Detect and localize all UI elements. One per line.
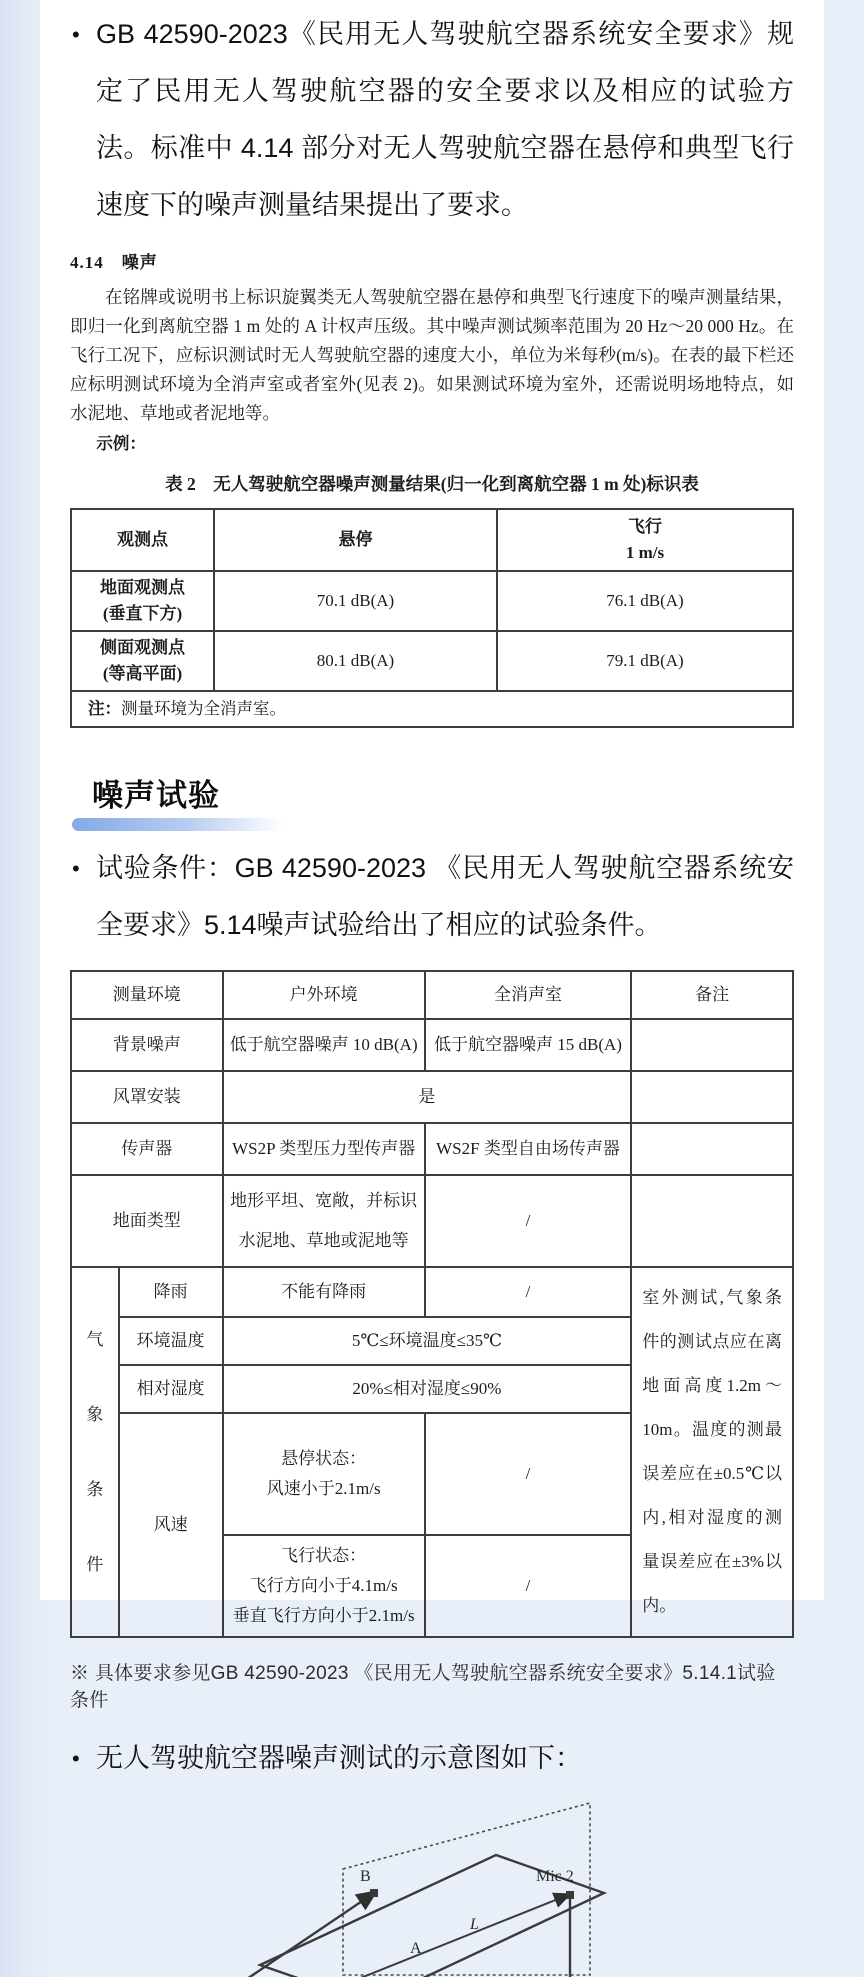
header-cell-observation-point: 观测点 [71,509,214,571]
example-label: 示例： [96,434,146,453]
cell-ground-type-desc: 地形平坦、宽敞，并标识 水泥地、草地或泥地等 [223,1175,425,1267]
heading-accent-underline [72,818,284,831]
table-note-cell: 注：测量环境为全消声室。 [71,691,793,727]
cell-side-flight-value: 79.1 dB(A) [497,631,793,691]
cell-windscreen-remark-empty [631,1071,793,1123]
cell-windscreen-label: 风罩安装 [71,1071,223,1123]
header-cell-hover: 悬停 [214,509,497,571]
cell-wind-flight-chamber: / [425,1535,631,1637]
excerpt-body-text: 在铭牌或说明书上标识旋翼类无人驾驶航空器在悬停和典型飞行速度下的噪声测量结果，即归一化到离航空器 1 m 处的 A 计权声压级。其中噪声测试频率范围为 20 Hz～20 000 Hz。在飞行工况下，应标识测试时无人驾驶航空器的速度大小，单位为米每秒(m/s)。在表的最下栏还应标明测试环境为全消声室或者室外(见表 2)。如果测试环境为室外，还需说明场地特点，如水泥地、草地或者泥地等。 [70,287,794,423]
cond-row-background-noise [71,1019,793,1071]
cell-temp-value: 5℃≤环境温度≤35℃ [223,1317,632,1365]
mic2-point [566,1891,574,1899]
label-mic2: Mic 2 [536,1868,574,1885]
section-heading-text: 噪声试验 [92,778,220,813]
bullet-item-standard-overview: • GB 42590-2023《民用无人驾驶航空器系统安全要求》规定了民用无人驾驶航空器的安全要求以及相应的试验方法。标准中 4.14 部分对无人驾驶航空器在悬停和典型飞行速度下的噪声测量结果提出了要求。 [70,6,794,234]
cell-bg-noise-outdoor: 低于航空器噪声 10 dB(A) [223,1019,425,1071]
content-card [40,0,824,1957]
cond-header-row [71,971,793,1019]
footnote-reference: ※ 具体要求参见GB 42590-2023 《民用无人驾驶航空器系统安全要求》5.14.1试验条件 [70,1663,776,1711]
table-row-ground-observation [71,571,793,631]
cell-rain-value: 不能有降雨 [223,1267,425,1317]
label-l: L [470,1916,479,1933]
excerpt-section-heading: 4.14 噪声 [70,253,158,272]
table-note-row [71,691,793,727]
cell-side-observation-label: 侧面观测点 (等高平面) [71,631,214,691]
noise-test-schematic [248,1797,794,1977]
schematic-drawing [248,1797,648,1977]
table-row-side-observation [71,631,793,691]
cell-ground-type-remark-empty [631,1175,793,1267]
standard-excerpt-section [70,248,794,728]
cell-microphone-chamber: WS2F 类型自由场传声器 [425,1123,631,1175]
cond-row-ground-type [71,1175,793,1267]
cell-temp-label: 环境温度 [119,1317,223,1365]
cell-humidity-value: 20%≤相对湿度≤90% [223,1365,632,1413]
cell-side-hover-value: 80.1 dB(A) [214,631,497,691]
cell-ground-type-label: 地面类型 [71,1175,223,1267]
table-header-row [71,509,793,571]
cell-microphone-outdoor: WS2P 类型压力型传声器 [223,1123,425,1175]
cell-bg-noise-label: 背景噪声 [71,1019,223,1071]
noise-result-table-title: 表 2 无人驾驶航空器噪声测量结果(归一化到离航空器 1 m 处)标识表 [165,474,699,494]
cell-bg-noise-chamber: 低于航空器噪声 15 dB(A) [425,1019,631,1071]
label-b: B [360,1868,371,1885]
cell-ground-hover-value: 70.1 dB(A) [214,571,497,631]
section-heading-noise-test [70,774,794,840]
cell-wind-hover-chamber: / [425,1413,631,1535]
label-a: A [410,1940,422,1957]
cell-microphone-label: 传声器 [71,1123,223,1175]
cell-humidity-label: 相对湿度 [119,1365,223,1413]
bullet-item-test-conditions: • 试验条件：GB 42590-2023 《民用无人驾驶航空器系统安全要求》5.14噪声试验给出了相应的试验条件。 [70,840,794,954]
cell-microphone-remark-empty [631,1123,793,1175]
cell-weather-remark: 室外测试,气象条件的测试点应在离地面高度1.2m～10m。温度的测最误差应在±0.5℃以内,相对湿度的测量误差应在±3%以内。 [631,1267,793,1637]
cell-wind-label: 风速 [119,1413,223,1637]
cond-row-windscreen [71,1071,793,1123]
point-b-marker [370,1889,378,1897]
dashed-plane [343,1803,590,1975]
cell-rain-label: 降雨 [119,1267,223,1317]
cell-ground-type-chamber: / [425,1175,631,1267]
test-conditions-table [70,970,794,1638]
cond-row-microphone [71,1123,793,1175]
cell-wind-flight-value: 飞行状态： 飞行方向小于4.1m/s 垂直飞行方向小于2.1m/s [223,1535,425,1637]
cond-header-chamber: 全消声室 [425,971,631,1019]
cond-header-measure-env: 测量环境 [71,971,223,1019]
arrow-to-b [248,1893,374,1977]
cell-wind-hover-value: 悬停状态： 风速小于2.1m/s [223,1413,425,1535]
header-cell-flight: 飞行 1 m/s [497,509,793,571]
cond-header-remark: 备注 [631,971,793,1019]
bullet-item-schematic-intro: • 无人驾驶航空器噪声测试的示意图如下： [70,1730,794,1787]
weather-vertical-label: 气 象 条 件 [86,1329,104,1574]
arrow-to-mic2 [288,1895,568,1977]
cell-rain-chamber: / [425,1267,631,1317]
noise-result-table [70,508,794,728]
cond-row-rain [71,1267,793,1317]
cell-windscreen-value: 是 [223,1071,632,1123]
cell-ground-flight-value: 76.1 dB(A) [497,571,793,631]
cell-ground-observation-label: 地面观测点 (垂直下方) [71,571,214,631]
cell-bg-noise-remark-empty [631,1019,793,1071]
cond-header-outdoor: 户外环境 [223,971,425,1019]
cell-weather-conditions-label [71,1267,119,1637]
